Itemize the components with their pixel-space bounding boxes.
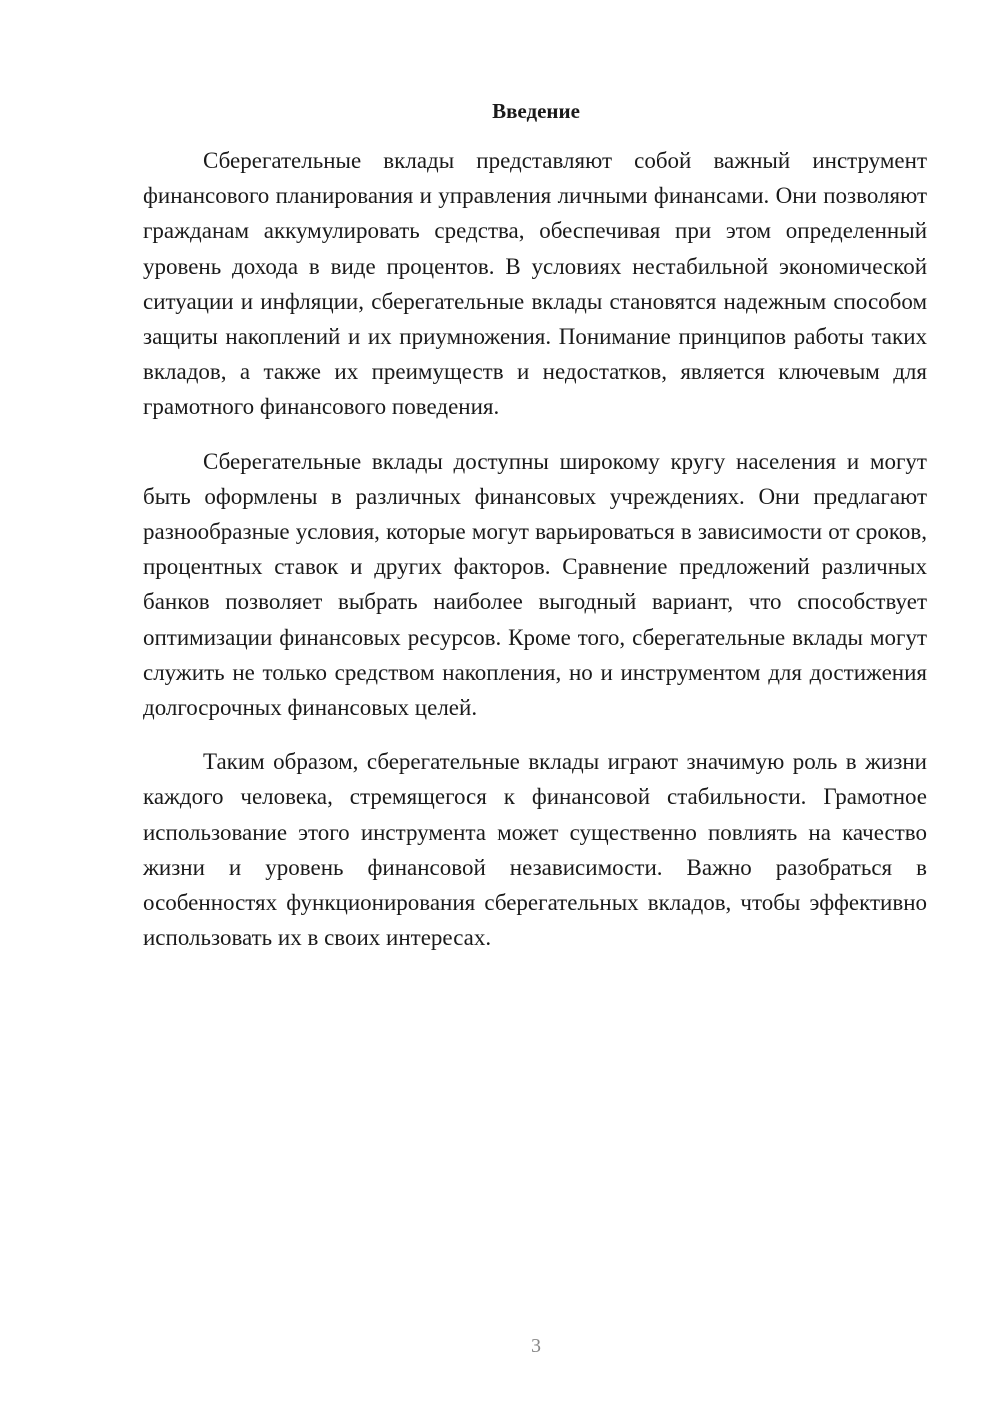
page-number: 3 <box>531 1335 541 1357</box>
paragraph-3: Таким образом, сберегательные вклады играют значимую роль в жизни каждого человека, стремящегося к финансовой стабильности. Грамотное использование этого инструмента может существенно повлиять на качество жизни и уровень финансовой независимости. Важно разобраться в особенностях функционирования сберегательных вкладов, чтобы эффективно использовать их в своих интересах. <box>143 749 927 951</box>
section-heading: Введение <box>492 99 580 123</box>
paragraph-1: Сберегательные вклады представляют собой важный инструмент финансового планирования и управления личными финансами. Они позволяют гражданам аккумулировать средства, обеспечивая при этом определенный уровень дохода в виде процентов. В условиях нестабильной экономической ситуации и инфляции, сберегательные вклады становятся надежным способом защиты накоплений и их приумножения. Понимание принципов работы таких вкладов, а также их преимуществ и недостатков, является ключевым для грамотного финансового поведения. <box>143 148 927 420</box>
paragraph-2: Сберегательные вклады доступны широкому кругу населения и могут быть оформлены в различных финансовых учреждениях. Они предлагают разнообразные условия, которые могут варьироваться в зависимости от сроков, процентных ставок и других факторов. Сравнение предложений различных банков позволяет выбрать наиболее выгодный вариант, что способствует оптимизации финансовых ресурсов. Кроме того, сберегательные вклады могут служить не только средством накопления, но и инструментом для достижения долгосрочных финансовых целей. <box>143 448 927 721</box>
body-text <box>143 143 927 974</box>
